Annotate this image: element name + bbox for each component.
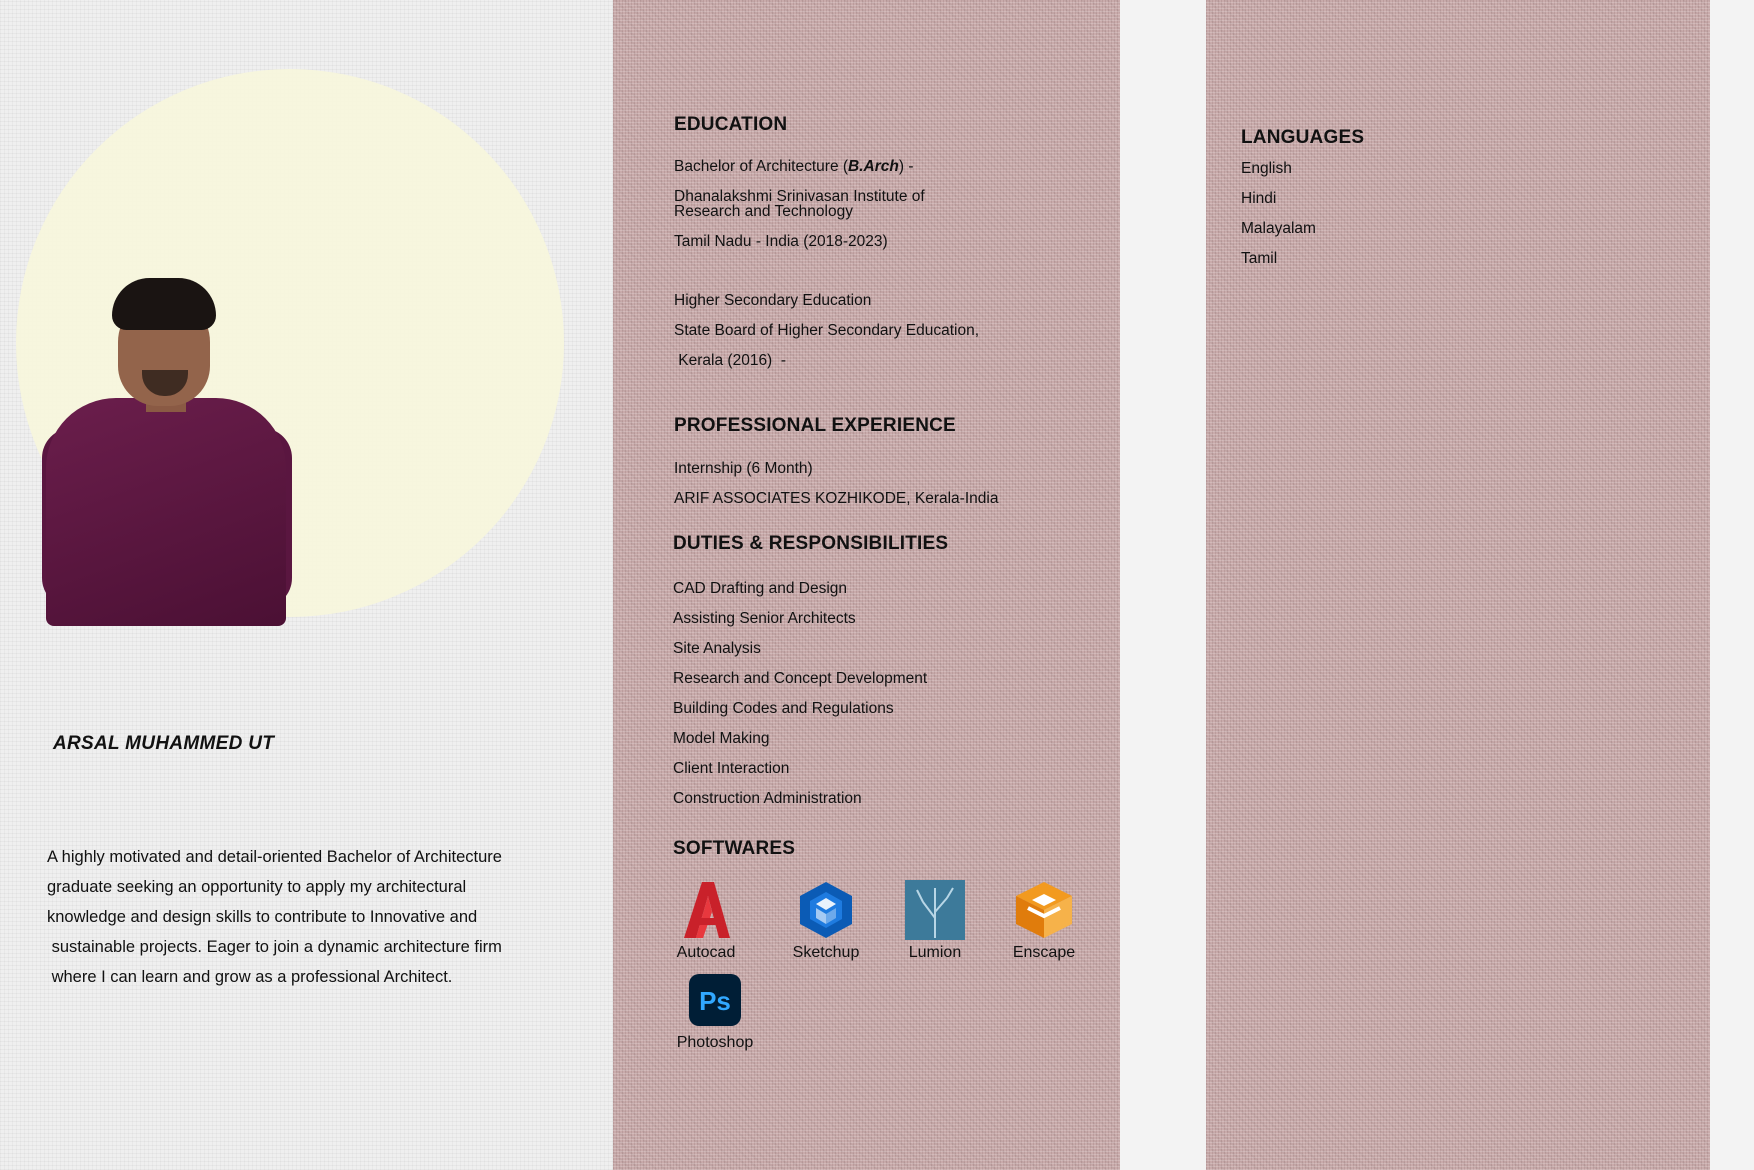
profile-photo — [46, 278, 286, 626]
profile-summary — [47, 842, 567, 992]
degree-line — [674, 158, 914, 176]
right-margin — [1710, 0, 1754, 1170]
institute-line: Dhanalakshmi Srinivasan Institute of — [674, 188, 925, 205]
language-item: Tamil — [1241, 250, 1278, 267]
software-label: Sketchup — [792, 944, 860, 961]
hse-board: State Board of Higher Secondary Education, — [674, 322, 980, 339]
enscape-icon — [1014, 878, 1074, 942]
software-lumion — [899, 878, 971, 962]
column-gap — [1120, 0, 1206, 1170]
summary-line: sustainable projects. Eager to join a dynamic architecture firm — [47, 938, 502, 956]
languages-heading: LANGUAGES — [1241, 127, 1365, 148]
institute-line: Research and Technology — [674, 203, 853, 220]
softwares-heading: SOFTWARES — [673, 838, 796, 859]
education-location: Tamil Nadu - India (2018-2023) — [674, 233, 888, 250]
summary-line: knowledge and design skills to contribute to Innovative and — [47, 908, 478, 926]
hse-title: Higher Secondary Education — [674, 292, 872, 309]
photoshop-icon — [685, 968, 745, 1032]
software-sketchup — [786, 878, 866, 962]
duty-item: Research and Concept Development — [673, 670, 928, 687]
duty-item: CAD Drafting and Design — [673, 580, 848, 597]
software-autocad — [670, 878, 742, 962]
software-label: Photoshop — [676, 1034, 754, 1051]
software-label: Enscape — [1012, 944, 1076, 961]
degree-prefix: Bachelor of Architecture ( — [674, 158, 849, 175]
degree-suffix: ) - — [898, 158, 914, 175]
summary-line: where I can learn and grow as a professional Architect. — [47, 968, 453, 986]
language-item: Malayalam — [1241, 220, 1316, 237]
lumion-icon — [905, 878, 965, 942]
software-label: Lumion — [908, 944, 962, 961]
duty-item: Client Interaction — [673, 760, 790, 777]
experience-heading: PROFESSIONAL EXPERIENCE — [674, 415, 956, 436]
software-enscape — [1006, 878, 1082, 962]
hse-place: Kerala (2016) - — [674, 352, 786, 369]
duty-item: Assisting Senior Architects — [673, 610, 856, 627]
autocad-icon — [676, 878, 736, 942]
duty-item: Construction Administration — [673, 790, 862, 807]
duties-heading: DUTIES & RESPONSIBILITIES — [673, 533, 949, 554]
duty-item: Model Making — [673, 730, 770, 747]
candidate-name: ARSAL MUHAMMED UT — [53, 733, 275, 754]
svg-text:Ps: Ps — [699, 986, 731, 1016]
duty-item: Site Analysis — [673, 640, 761, 657]
software-photoshop — [666, 968, 764, 1052]
education-heading: EDUCATION — [674, 114, 788, 135]
sketchup-icon — [796, 878, 856, 942]
software-label: Autocad — [676, 944, 736, 961]
summary-line: A highly motivated and detail-oriented Bachelor of Architecture — [47, 848, 502, 866]
language-item: Hindi — [1241, 190, 1277, 207]
experience-company: ARIF ASSOCIATES KOZHIKODE, Kerala-India — [674, 490, 999, 507]
degree-abbreviation: B.Arch — [848, 158, 899, 175]
duty-item: Building Codes and Regulations — [673, 700, 894, 717]
experience-role: Internship (6 Month) — [674, 460, 813, 477]
language-item: English — [1241, 160, 1292, 177]
summary-line: graduate seeking an opportunity to apply my architectural — [47, 878, 467, 896]
